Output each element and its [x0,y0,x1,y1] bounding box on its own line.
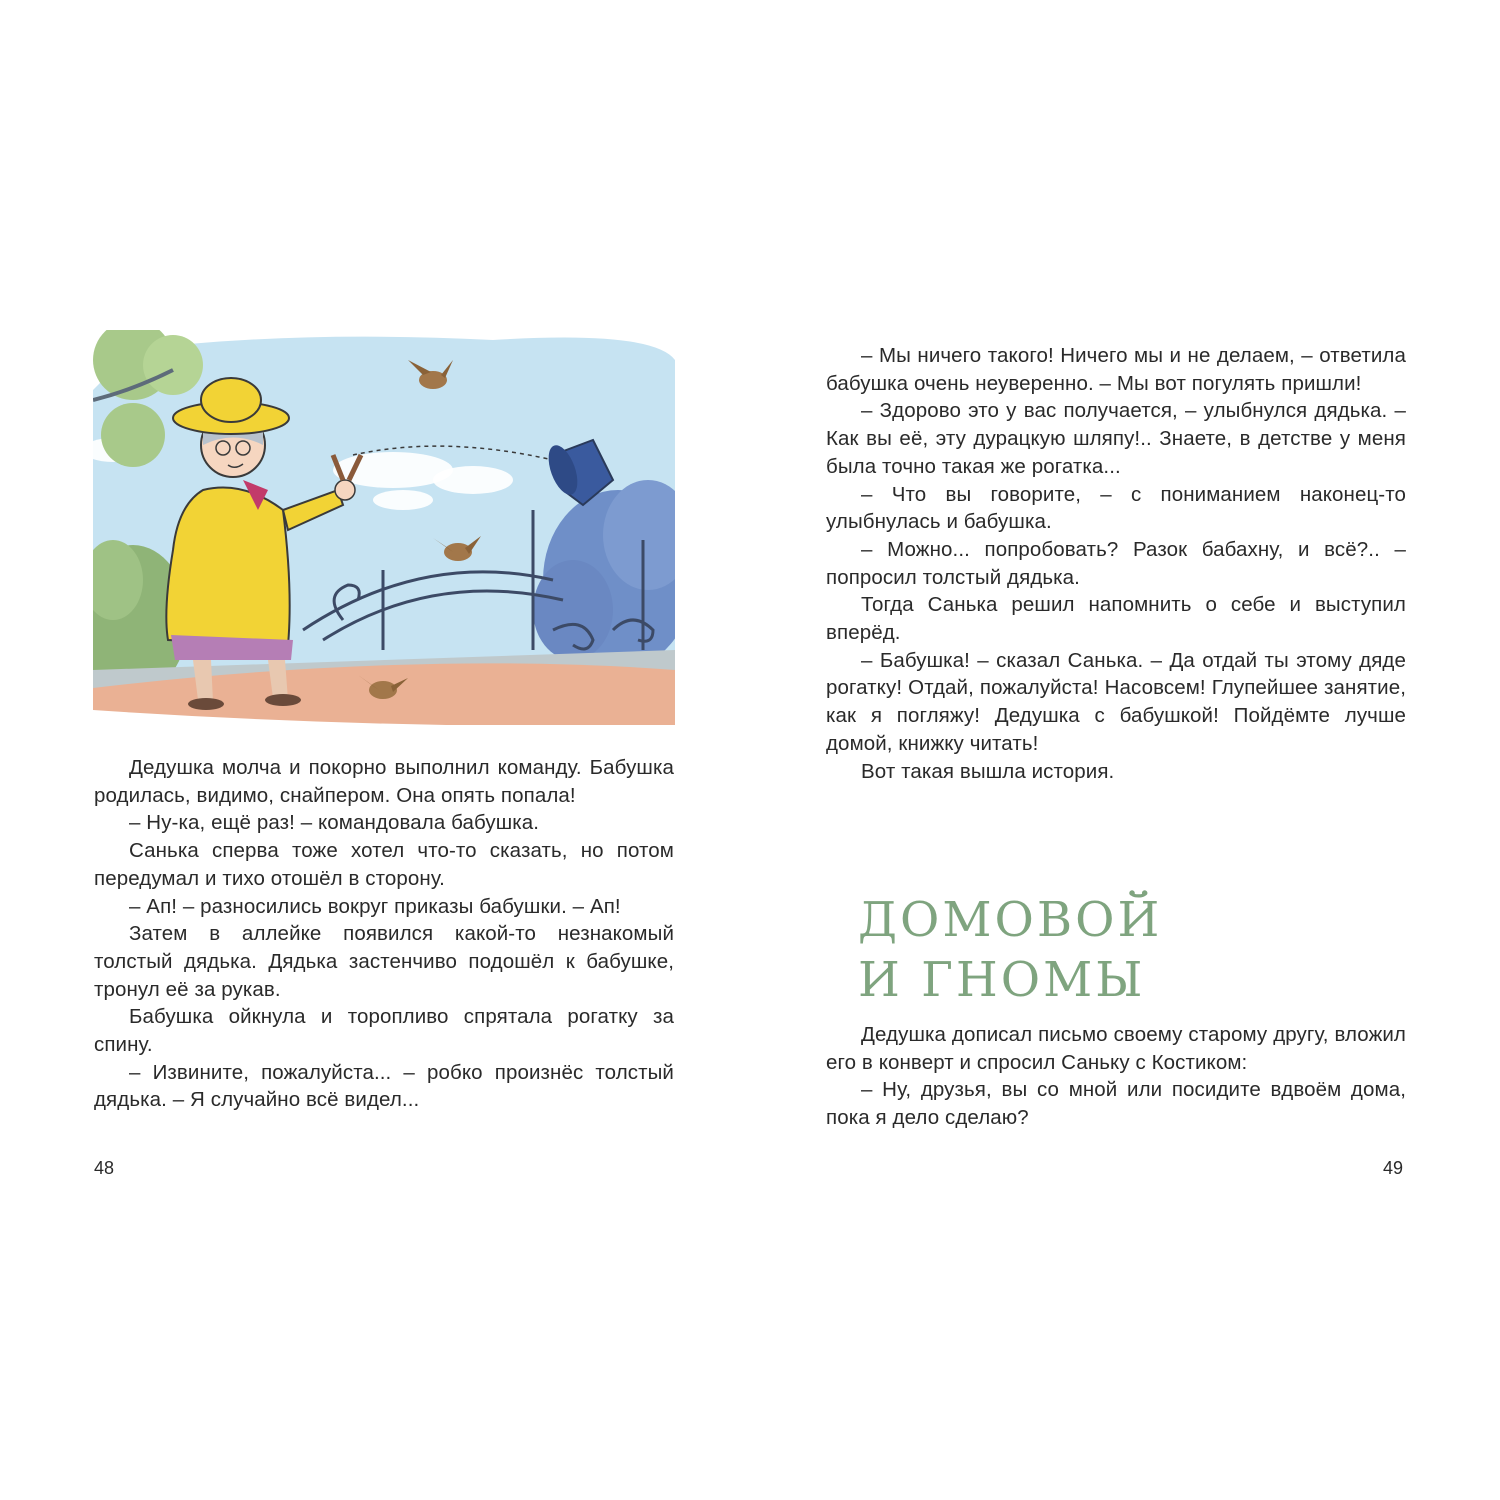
paragraph: – Ап! – разносились вокруг приказы бабушки. – Ап! [129,894,621,918]
paragraph: – Ну, друзья, вы со мной или посидите вдвоём дома, пока я дело сделаю? [826,1078,1406,1130]
page-number: 49 [1383,1158,1404,1178]
paragraph: Затем в аллейке появился какой-то незнакомый толстый дядька. Дядька застенчиво подошёл к бабушке, тронул её за рукав. [94,922,674,1001]
story-illustration [93,330,675,725]
chapter-text [826,1021,1406,1132]
paragraph: – Ну-ка, ещё раз! – командовала бабушка. [129,811,540,835]
paragraph: Бабушка ойкнула и торопливо спрятала рогатку за спину. [94,1005,674,1057]
paragraph: – Бабушка! – сказал Санька. – Да отдай ты этому дяде рогатку! Отдай, пожалуйста! Насовсем! Глупейшее занятие, как я погляжу! Дедушка с бабушкой! Пойдёмте лучше домой, книжку читать! [826,648,1406,755]
paragraph: Дедушка молча и покорно выполнил команду. Бабушка родилась, видимо, снайпером. Она опять попала! [94,756,674,807]
paragraph: Вот такая вышла история. [861,759,1115,783]
paragraph: Санька сперва тоже хотел что-то сказать, но потом передумал и тихо отошёл в сторону. [94,839,674,890]
paragraph: – Можно... попробовать? Разок бабахну, и всё?.. – попросил толстый дядька. [826,537,1406,589]
paragraph: – Здорово это у вас получается, – улыбнулся дядька. – Как вы её, эту дурацкую шляпу!.. Знаете, в детстве у меня была точно такая же рогатка... [826,399,1406,478]
right-page-text [826,342,1406,785]
chapter-title-line-2: И ГНОМЫ [858,952,1146,1008]
left-page-text [94,754,674,1114]
paragraph: – Извините, пожалуйста... – робко произнёс толстый дядька. – Я случайно всё видел... [94,1060,674,1112]
chapter-title [858,890,1418,1010]
page-number: 48 [94,1158,115,1178]
chapter-title-line-1: ДОМОВОЙ [858,892,1163,948]
paragraph: – Мы ничего такого! Ничего мы и не делаем, – ответила бабушка очень неуверенно. – Мы вот погулять пришли! [826,344,1406,395]
paragraph: Дедушка дописал письмо своему старому другу, вложил его в конверт и спросил Саньку с Костиком: [826,1023,1406,1074]
paragraph: – Что вы говорите, – с пониманием наконец-то улыбнулась и бабушка. [826,482,1406,534]
paragraph: Тогда Санька решил напомнить о себе и выступил вперёд. [826,593,1406,645]
